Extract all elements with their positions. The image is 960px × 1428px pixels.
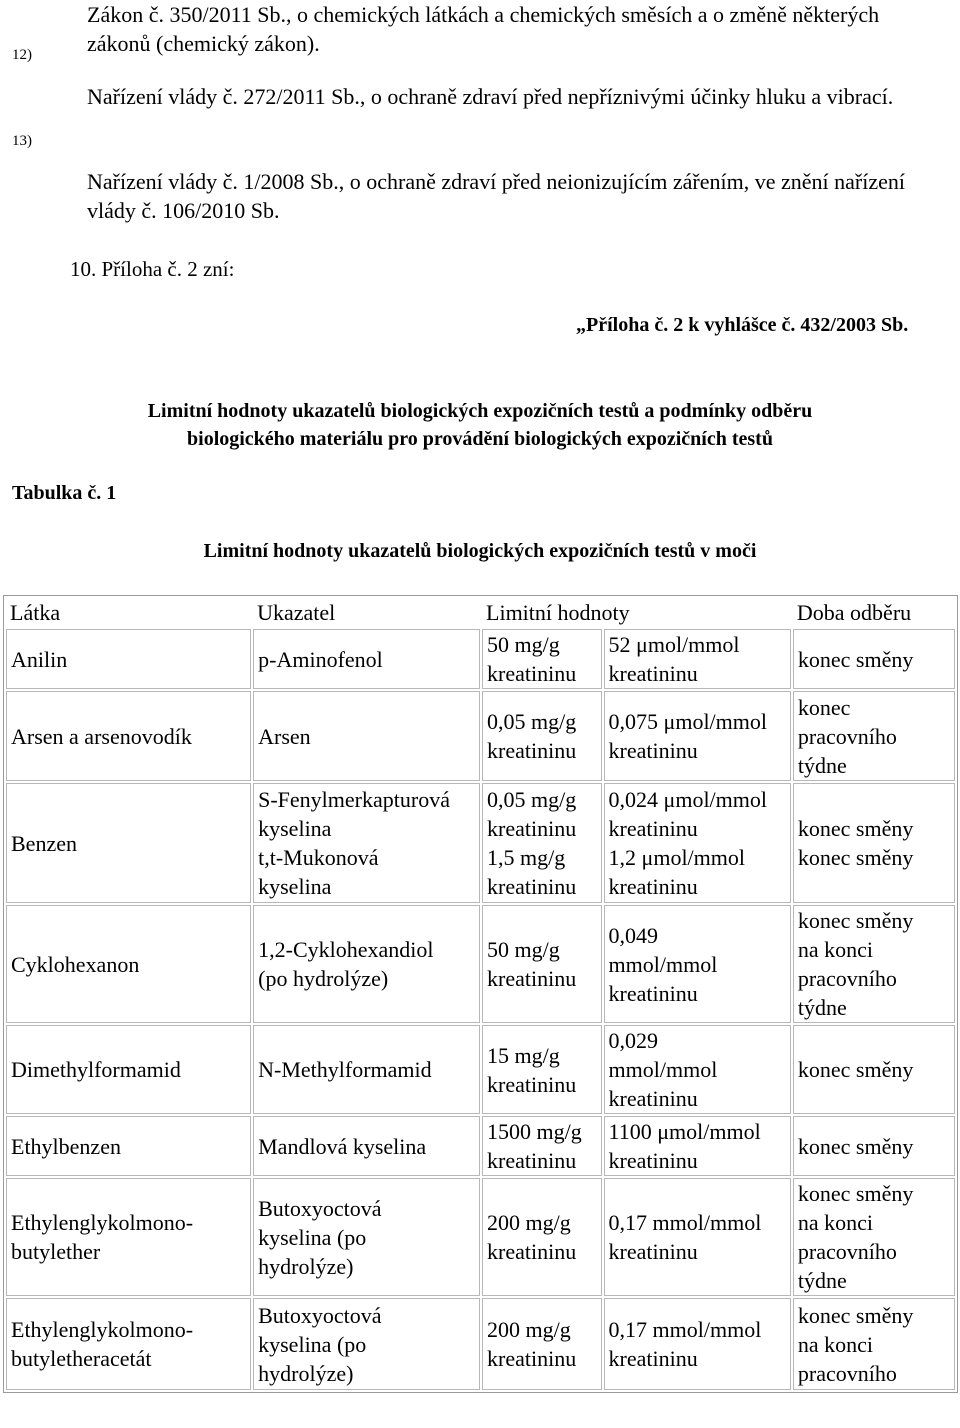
cell-text-line: 0,075 μmol/mmol bbox=[608, 709, 767, 734]
table-header-row bbox=[6, 598, 955, 627]
cell-text-line: kreatininu bbox=[487, 661, 577, 686]
cell-text-line: 0,05 mg/g bbox=[487, 709, 577, 734]
substance-cell bbox=[6, 1178, 251, 1296]
cell-text-line: N-Methylformamid bbox=[258, 1057, 432, 1082]
sampling-time-cell bbox=[793, 1178, 955, 1296]
table-title: Limitní hodnoty ukazatelů biologických expozičních testů v moči bbox=[203, 540, 757, 562]
cell-text-line: mmol/mmol bbox=[608, 951, 718, 977]
limit-mg-cell bbox=[482, 1025, 602, 1114]
header-indicator: Ukazatel bbox=[257, 600, 336, 625]
substance-cell bbox=[6, 691, 251, 781]
table-row bbox=[6, 1116, 955, 1176]
cell-text-line: hydrolýze) bbox=[258, 1360, 354, 1386]
table-row bbox=[6, 691, 955, 781]
cell-text-line: pracovního bbox=[797, 1239, 897, 1264]
header-limits: Limitní hodnoty bbox=[486, 600, 630, 625]
substance-cell bbox=[6, 629, 251, 689]
substance-cell bbox=[6, 1116, 251, 1176]
cell-text-line: S-Fenylmerkapturová bbox=[258, 787, 450, 812]
cell-text-line: (po hydrolýze) bbox=[258, 966, 389, 991]
cell-text-line: konec směny bbox=[797, 1057, 914, 1082]
limit-mg-cell bbox=[482, 629, 602, 689]
cell-text-line: kreatininu bbox=[487, 1346, 577, 1371]
sampling-time-cell bbox=[793, 691, 955, 781]
cell-text-line: 0,049 bbox=[608, 922, 659, 948]
cell-text-line: kreatininu bbox=[608, 1239, 698, 1264]
cell-text-line: Ethylenglykolmono- bbox=[11, 1210, 194, 1235]
document-title-line2: biologického materiálu pro provádění biologických expozičních testů bbox=[187, 428, 773, 450]
cell-text-line: kreatininu bbox=[608, 661, 698, 686]
cell-text-line: týdne bbox=[797, 752, 847, 778]
footnote-number: 13) bbox=[12, 133, 32, 149]
cell-text-line: Anilin bbox=[11, 646, 68, 672]
limit-mg-cell bbox=[482, 1116, 602, 1176]
cell-text-line: kreatininu bbox=[608, 738, 698, 763]
cell-text-line: konec směny bbox=[797, 908, 914, 933]
cell-text-line: kreatininu bbox=[608, 1346, 698, 1371]
cell-text-line: Dimethylformamid bbox=[11, 1057, 181, 1082]
sampling-time-cell bbox=[793, 1116, 955, 1176]
limit-mg-cell bbox=[482, 691, 602, 781]
cell-text-line: 0,024 μmol/mmol bbox=[608, 787, 767, 812]
cell-text-line: 52 μmol/mmol bbox=[608, 632, 740, 657]
cell-text-line: na konci bbox=[797, 1331, 874, 1357]
annex-heading: „Příloha č. 2 k vyhlášce č. 432/2003 Sb. bbox=[576, 314, 909, 336]
indicator-cell bbox=[253, 1116, 480, 1176]
cell-text-line: kreatininu bbox=[608, 980, 698, 1006]
cell-text-line: pracovního bbox=[797, 723, 897, 749]
cell-text-line: konec bbox=[797, 694, 851, 720]
cell-text-line: p-Aminofenol bbox=[258, 646, 383, 672]
cell-text-line: kyselina bbox=[258, 874, 332, 899]
cell-text-line: konec směny bbox=[797, 816, 914, 841]
cell-text-line: kreatininu bbox=[487, 738, 577, 763]
sampling-time-cell bbox=[793, 905, 955, 1023]
sampling-time-cell bbox=[793, 1298, 955, 1390]
limit-umol-cell bbox=[604, 1116, 791, 1176]
cell-text-line: kreatininu bbox=[608, 816, 698, 841]
limits-table bbox=[3, 595, 958, 1393]
substance-cell bbox=[6, 783, 251, 903]
cell-text-line: Ethylenglykolmono- bbox=[11, 1317, 194, 1342]
sampling-time-cell bbox=[793, 783, 955, 903]
cell-text-line: konec směny bbox=[797, 1181, 914, 1206]
limit-mg-cell bbox=[482, 1178, 602, 1296]
limit-mg-cell bbox=[482, 1298, 602, 1390]
footnote-number: 12) bbox=[12, 47, 32, 63]
cell-text-line: 50 mg/g bbox=[487, 632, 560, 657]
cell-text-line: na konci bbox=[797, 937, 874, 962]
table-label: Tabulka č. 1 bbox=[12, 482, 117, 504]
indicator-cell bbox=[253, 783, 480, 903]
cell-text-line: pracovního bbox=[797, 1360, 897, 1386]
document-title-line1: Limitní hodnoty ukazatelů biologických expozičních testů a podmínky odběru bbox=[147, 400, 813, 422]
table-row bbox=[6, 905, 955, 1023]
cell-text-line: butylether bbox=[11, 1239, 101, 1264]
cell-text-line: Cyklohexanon bbox=[11, 951, 140, 977]
limit-umol-cell bbox=[604, 629, 791, 689]
cell-text-line: Arsen a arsenovodík bbox=[11, 723, 192, 749]
cell-text-line: kreatininu bbox=[487, 874, 577, 899]
footnote-text: Nařízení vlády č. 272/2011 Sb., o ochraně zdraví před nepříznivými účinky hluku a vibrací. bbox=[87, 84, 894, 109]
limit-umol-cell bbox=[604, 783, 791, 903]
cell-text-line: 200 mg/g bbox=[487, 1210, 571, 1235]
cell-text-line: kyselina (po bbox=[258, 1224, 367, 1250]
cell-text-line: Benzen bbox=[11, 830, 77, 856]
cell-text-line: 1100 μmol/mmol bbox=[608, 1119, 761, 1144]
sampling-time-cell bbox=[793, 1025, 955, 1114]
cell-text-line: 200 mg/g bbox=[487, 1317, 571, 1342]
limit-mg-cell bbox=[482, 783, 602, 903]
cell-text-line: 0,029 bbox=[608, 1028, 659, 1053]
cell-text-line: butyletheracetát bbox=[11, 1346, 152, 1371]
table-row bbox=[6, 783, 955, 903]
cell-text-line: týdne bbox=[797, 1268, 847, 1293]
cell-text-line: 0,17 mmol/mmol bbox=[608, 1210, 762, 1235]
cell-text-line: kreatininu bbox=[487, 1239, 577, 1264]
cell-text-line: týdne bbox=[797, 995, 847, 1020]
table-row bbox=[6, 1178, 955, 1296]
cell-text-line: kreatininu bbox=[608, 1148, 698, 1173]
cell-text-line: mmol/mmol bbox=[608, 1057, 718, 1082]
limit-mg-cell bbox=[482, 905, 602, 1023]
cell-text-line: konec směny bbox=[797, 845, 914, 870]
cell-text-line: kreatininu bbox=[487, 966, 577, 991]
cell-text-line: 1,2 μmol/mmol bbox=[608, 845, 745, 870]
indicator-cell bbox=[253, 905, 480, 1023]
indicator-cell bbox=[253, 1298, 480, 1390]
substance-cell bbox=[6, 1025, 251, 1114]
cell-text-line: Butoxyoctová bbox=[258, 1302, 382, 1328]
cell-text-line: hydrolýze) bbox=[258, 1253, 354, 1279]
cell-text-line: konec směny bbox=[797, 1302, 914, 1328]
cell-text-line: kreatininu bbox=[608, 1086, 698, 1111]
limit-umol-cell bbox=[604, 1025, 791, 1114]
amendment-point: 10. Příloha č. 2 zní: bbox=[70, 257, 235, 281]
cell-text-line: kyselina bbox=[258, 816, 332, 841]
cell-text-line: 1,5 mg/g bbox=[487, 845, 566, 870]
header-substance: Látka bbox=[10, 600, 61, 625]
cell-text-line: 1,2-Cyklohexandiol bbox=[258, 937, 434, 962]
footnote-text: Nařízení vlády č. 1/2008 Sb., o ochraně zdraví před neionizujícím zářením, ve znění nařízení vlády č. 106/2010 Sb. bbox=[87, 169, 905, 223]
cell-text-line: Ethylbenzen bbox=[11, 1133, 121, 1159]
cell-text-line: konec směny bbox=[797, 1133, 914, 1159]
cell-text-line: 0,17 mmol/mmol bbox=[608, 1317, 762, 1342]
table-row bbox=[6, 1025, 955, 1114]
footnote-text: Zákon č. 350/2011 Sb., o chemických látkách a chemických směsích a o změně některých zákonů (chemický zákon). bbox=[87, 2, 880, 56]
limit-umol-cell bbox=[604, 1178, 791, 1296]
limit-umol-cell bbox=[604, 691, 791, 781]
limit-umol-cell bbox=[604, 905, 791, 1023]
indicator-cell bbox=[253, 1025, 480, 1114]
cell-text-line: t,t-Mukonová bbox=[258, 845, 379, 870]
table-row bbox=[6, 1298, 955, 1390]
cell-text-line: 15 mg/g bbox=[487, 1042, 560, 1068]
indicator-cell bbox=[253, 691, 480, 781]
cell-text-line: Butoxyoctová bbox=[258, 1195, 382, 1221]
indicator-cell bbox=[253, 629, 480, 689]
cell-text-line: Mandlová kyselina bbox=[258, 1133, 427, 1159]
table-row bbox=[6, 629, 955, 689]
cell-text-line: 1500 mg/g bbox=[487, 1119, 582, 1144]
header-sampling-time: Doba odběru bbox=[796, 600, 912, 625]
cell-text-line: kyselina (po bbox=[258, 1331, 367, 1357]
cell-text-line: konec směny bbox=[797, 646, 914, 672]
cell-text-line: Arsen bbox=[258, 723, 311, 749]
substance-cell bbox=[6, 1298, 251, 1390]
cell-text-line: kreatininu bbox=[487, 1148, 577, 1173]
cell-text-line: pracovního bbox=[797, 966, 897, 991]
cell-text-line: 0,05 mg/g bbox=[487, 787, 577, 812]
cell-text-line: 50 mg/g bbox=[487, 937, 560, 962]
cell-text-line: kreatininu bbox=[487, 1071, 577, 1097]
cell-text-line: kreatininu bbox=[487, 816, 577, 841]
cell-text-line: kreatininu bbox=[608, 874, 698, 899]
limit-umol-cell bbox=[604, 1298, 791, 1390]
substance-cell bbox=[6, 905, 251, 1023]
cell-text-line: na konci bbox=[797, 1210, 874, 1235]
sampling-time-cell bbox=[793, 629, 955, 689]
indicator-cell bbox=[253, 1178, 480, 1296]
